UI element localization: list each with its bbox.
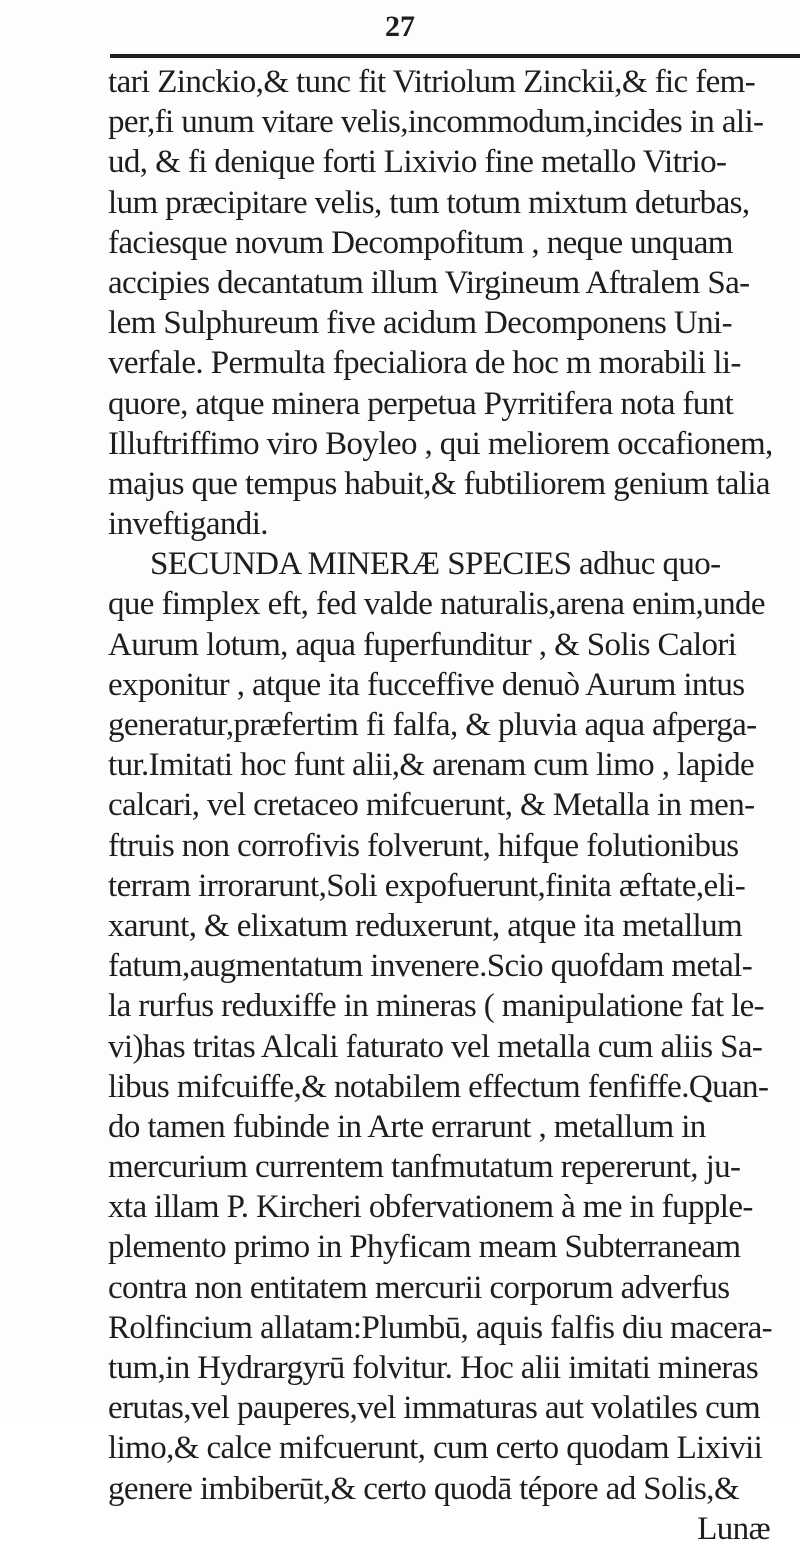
page-number: 27 — [385, 10, 415, 43]
text-line: ftruis non corrofivis folverunt, hifque folutionibus — [108, 827, 739, 864]
text-line: calcari, vel cretaceo mifcuerunt, & Metalla in men- — [108, 787, 755, 824]
text-line: libus mifcuiffe,& notabilem effectum fenfiffe.Quan- — [108, 1068, 769, 1105]
header-rule — [110, 54, 800, 58]
text-line: Aurum lotum, aqua fuperfunditur , & Solis Calori — [108, 626, 737, 663]
text-line: inveftigandi. — [108, 506, 268, 543]
text-line: tum,in Hydrargyrū folvitur. Hoc alii imitati mineras — [108, 1350, 759, 1386]
text-line: terram irrorarunt,Soli expofuerunt,finita æftate,eli- — [108, 867, 746, 904]
text-line: vi)has tritas Alcali faturato vel metalla cum aliis Sa- — [108, 1028, 763, 1065]
text-line: contra non entitatem mercurii corporum adverfus — [108, 1269, 730, 1306]
text-line: faciesque novum Decompofitum , neque unquam — [108, 224, 733, 261]
text-line: erutas,vel pauperes,vel immaturas aut volatiles cum — [108, 1390, 761, 1427]
text-line: Rolfincium allatam:Plumbū, aquis falfis diu macera- — [108, 1309, 773, 1346]
text-line: do tamen fubinde in Arte errarunt , metallum in — [108, 1108, 706, 1145]
text-line: quore, atque minera perpetua Pyrritifera nota funt — [108, 385, 734, 422]
text-line: lem Sulphureum five acidum Decomponens Uni- — [108, 305, 732, 342]
catchword: Lunæ — [697, 1510, 770, 1547]
text-line: mercurium currentem tanfmutatum repererunt, ju- — [108, 1149, 741, 1186]
text-line: tur.Imitati hoc funt alii,& arenam cum limo , lapide — [108, 747, 755, 784]
text-line: verfale. Permulta fpecialiora de hoc m morabili li- — [108, 345, 741, 382]
text-line: ud, & fi denique forti Lixivio fine metallo Vitrio- — [108, 144, 727, 181]
text-line: que fimplex eft, fed valde naturalis,arena enim,unde — [108, 586, 765, 623]
text-line: limo,& calce mifcuerunt, cum certo quodam Lixivii — [108, 1430, 763, 1467]
text-line: accipies decantatum illum Virgineum Aftralem Sa- — [108, 264, 750, 301]
body-text — [108, 62, 800, 1549]
text-line: per,fi unum vitare velis,incommodum,incides in ali- — [108, 104, 764, 141]
text-line: xta illam P. Kircheri obfervationem à me in fupple- — [108, 1189, 753, 1226]
text-line: la rurfus reduxiffe in mineras ( manipulatione fat le- — [108, 988, 765, 1025]
section-heading-line: SECUNDA MINERÆ SPECIES adhuc quo- — [150, 546, 721, 583]
text-line: plemento primo in Phyficam meam Subterraneam — [108, 1229, 741, 1266]
text-line: Illuftriffimo viro Boyleo , qui meliorem occafionem, — [108, 425, 773, 462]
text-line: majus que tempus habuit,& fubtiliorem genium talia — [108, 465, 770, 502]
text-line: tari Zinckio,& tunc fit Vitriolum Zinckii,& fic fem- — [108, 64, 756, 100]
text-line: xarunt, & elixatum reduxerunt, atque ita metallum — [108, 907, 743, 944]
text-line: fatum,augmentatum invenere.Scio quofdam metal- — [108, 948, 753, 985]
text-line: genere imbiberūt,& certo quodā tépore ad Solis,& — [108, 1470, 740, 1507]
text-line: lum præcipitare velis, tum totum mixtum deturbas, — [108, 184, 750, 221]
text-line: exponitur , atque ita fucceffive denuò Aurum intus — [108, 666, 745, 703]
text-line: generatur,præfertim fi falfa, & pluvia aqua afperga- — [108, 707, 757, 743]
